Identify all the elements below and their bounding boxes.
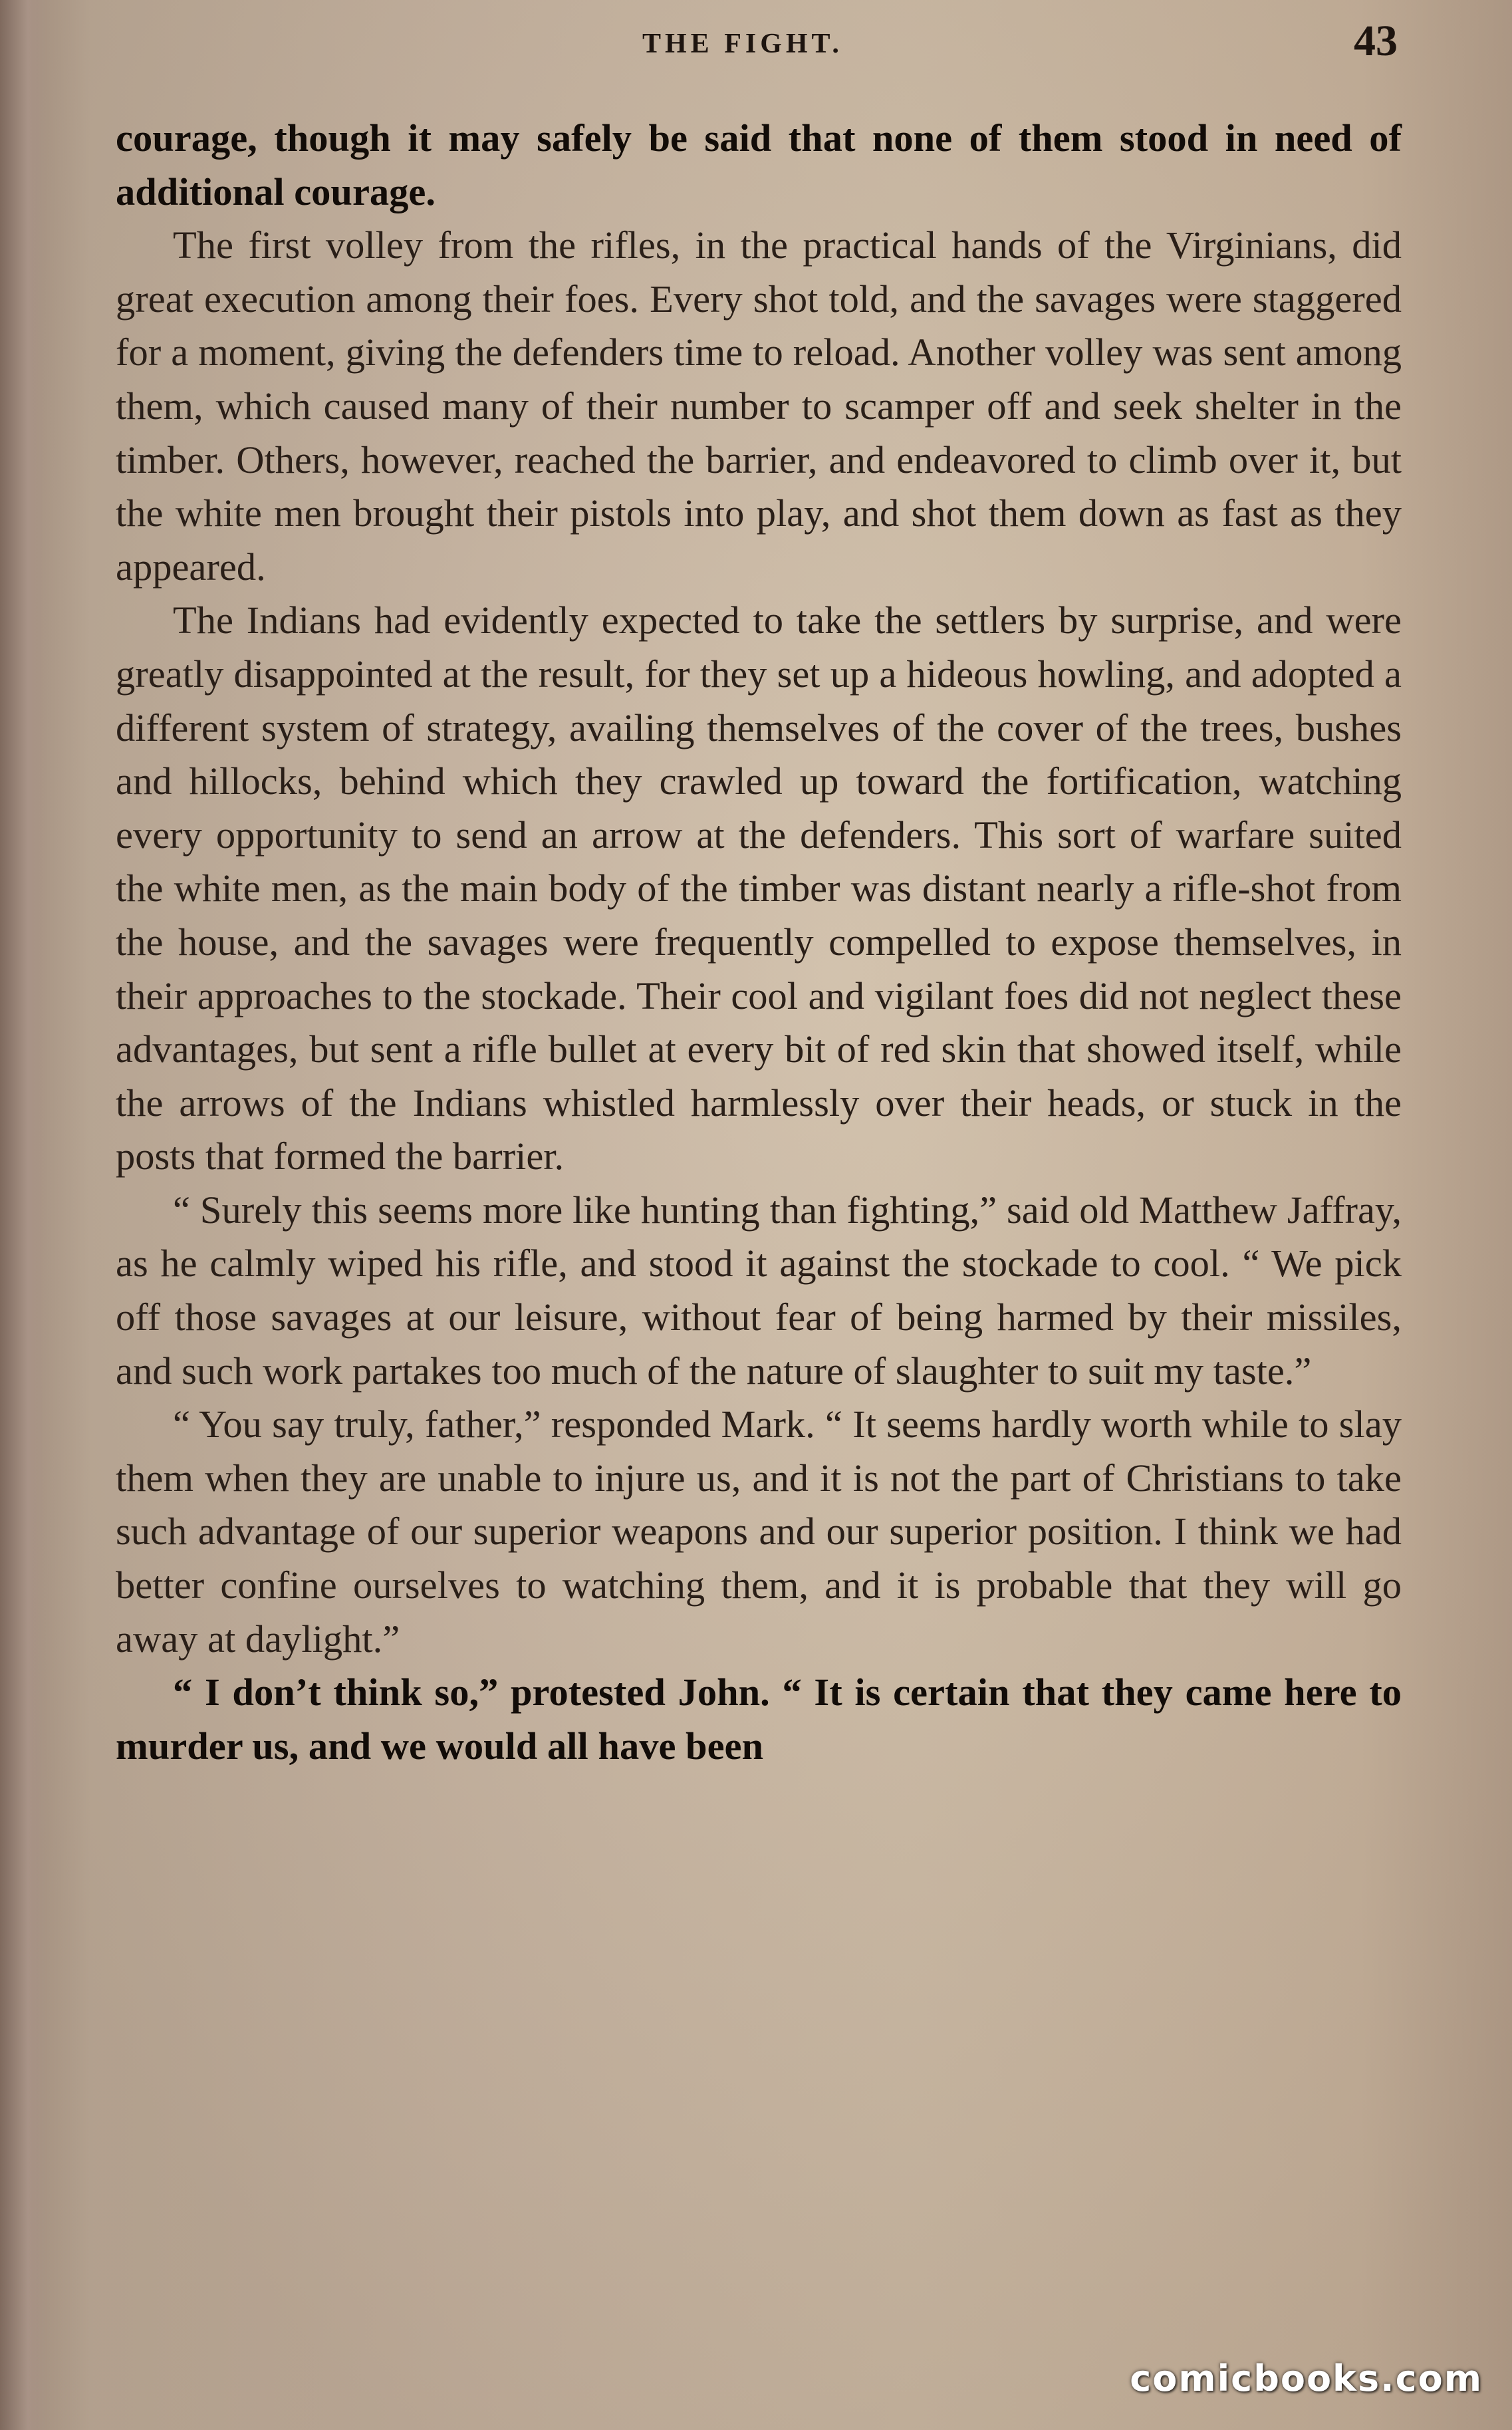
running-title: THE FIGHT. — [642, 29, 843, 59]
body-text — [116, 112, 1402, 1773]
paragraph-2: The first volley from the rifles, in the practical hands of the Virginians, did great execution among their foes. Every shot told, and the savages were staggered for a moment, giving the defenders time to reload. Another volley was sent among them, which caused many of their number to scamper off and seek shelter in the timber. Others, however, reached the barrier, and endeavored to climb over it, but the white men brought their pistols into play, and shot them down as fast as they appeared. — [116, 223, 1402, 589]
paragraph-6: “ I don’t think so,” protested John. “ It is certain that they came here to murder us, and we would all have been — [116, 1671, 1402, 1768]
paragraph-3: The Indians had evidently expected to take the settlers by surprise, and were greatly disappointed at the result, for they set up a hideous howling, and adopted a different system of strategy, availing themselves of the cover of the trees, bushes and hillocks, behind which they crawled up toward the fortification, watching every opportunity to send an arrow at the defenders. This sort of warfare suited the white men, as the main body of the timber was distant nearly a rifle-shot from the house, and the savages were frequently compelled to expose themselves, in their approaches to the stockade. Their cool and vigilant foes did not neglect these advantages, but sent a rifle bullet at every bit of red skin that showed itself, while the arrows of the Indians whistled harmlessly over their heads, or stuck in the posts that formed the barrier. — [116, 599, 1402, 1178]
paragraph-5: “ You say truly, father,” responded Mark. “ It seems hardly worth while to slay them when they are unable to injure us, and it is not the part of Christians to take such advantage of our superior weapons and our superior position. I think we had better confine ourselves to watching them, and it is probable that they will go away at daylight.” — [116, 1403, 1402, 1661]
running-head — [0, 15, 1512, 74]
page-gutter-edge — [0, 0, 47, 2430]
site-watermark: comicbooks.com — [1130, 2358, 1483, 2399]
paragraph-1: courage, though it may safely be said that none of them stood in need of additional courage. — [116, 116, 1402, 213]
paragraph-4: “ Surely this seems more like hunting than fighting,” said old Matthew Jaffray, as he calmly wiped his rifle, and stood it against the stockade to cool. “ We pick off those savages at our leisure, without fear of being harmed by their missiles, and such work partakes too much of the nature of slaughter to suit my taste.” — [116, 1188, 1402, 1393]
page-number: 43 — [1354, 17, 1398, 65]
